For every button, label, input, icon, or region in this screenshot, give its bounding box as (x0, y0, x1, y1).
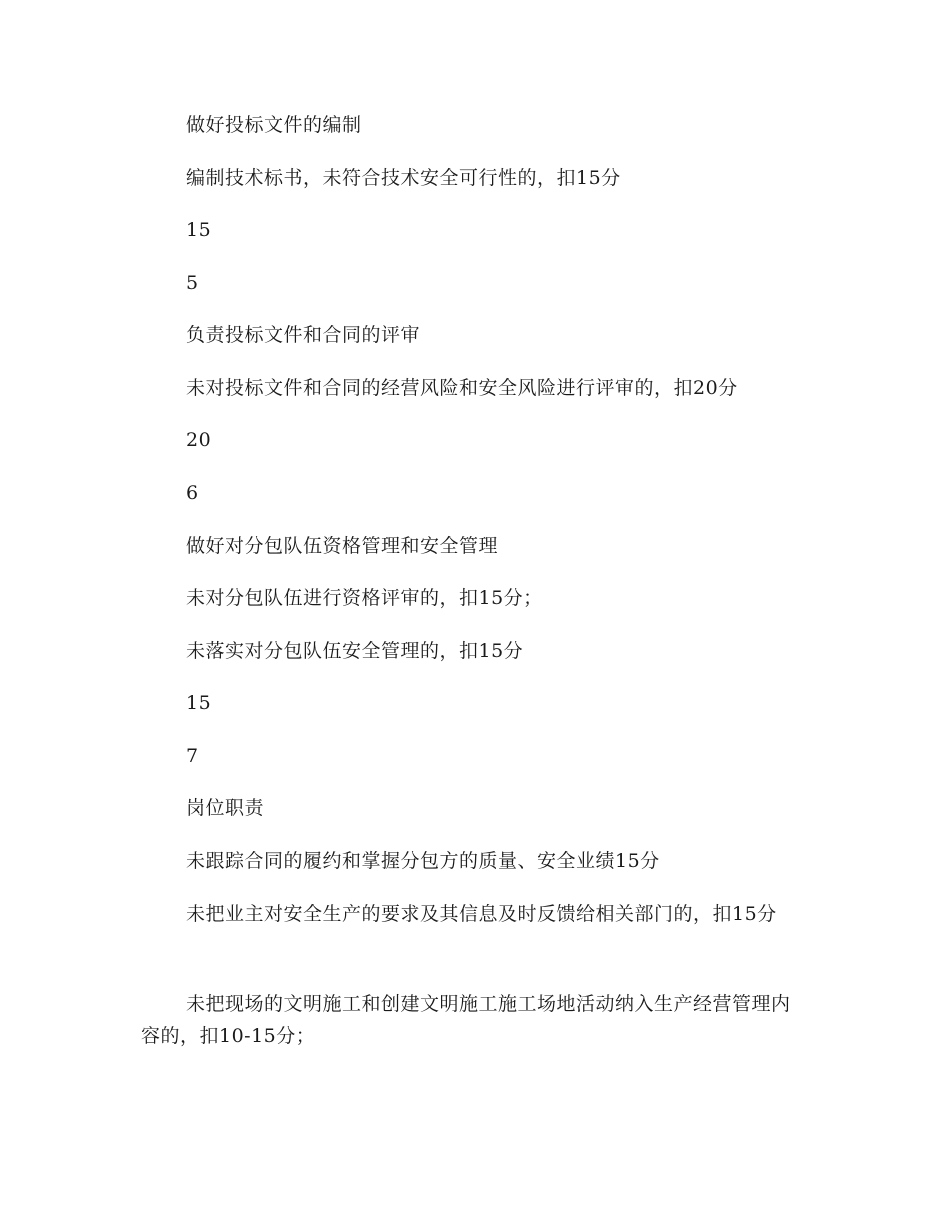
text-line: 15 (186, 219, 212, 241)
text-line: 5 (186, 272, 199, 294)
text-line: 岗位职责 (186, 797, 265, 819)
text-line: 未对投标文件和合同的经营风险和安全风险进行评审的，扣20分 (186, 377, 738, 399)
text-line: 15 (186, 692, 212, 714)
paragraph: 未把现场的文明施工和创建文明施工施工场地活动纳入生产经营管理内容的，扣10-15分； (141, 993, 791, 1047)
text-line: 未跟踪合同的履约和掌握分包方的质量、安全业绩15分 (186, 850, 660, 872)
text-line: 未落实对分包队伍安全管理的，扣15分 (186, 640, 524, 662)
text-line: 做好对分包队伍资格管理和安全管理 (186, 535, 499, 557)
text-line: 未对分包队伍进行资格评审的，扣15分； (186, 587, 543, 609)
text-line: 6 (186, 482, 199, 504)
text-line: 负责投标文件和合同的评审 (186, 324, 421, 346)
text-line: 20 (186, 429, 212, 451)
text-line: 做好投标文件的编制 (186, 114, 362, 136)
paragraph: 未把业主对安全生产的要求及其信息及时反馈给相关部门的，扣15分 (186, 903, 777, 925)
text-line: 编制技术标书，未符合技术安全可行性的，扣15分 (186, 167, 621, 189)
text-line: 7 (186, 745, 199, 767)
